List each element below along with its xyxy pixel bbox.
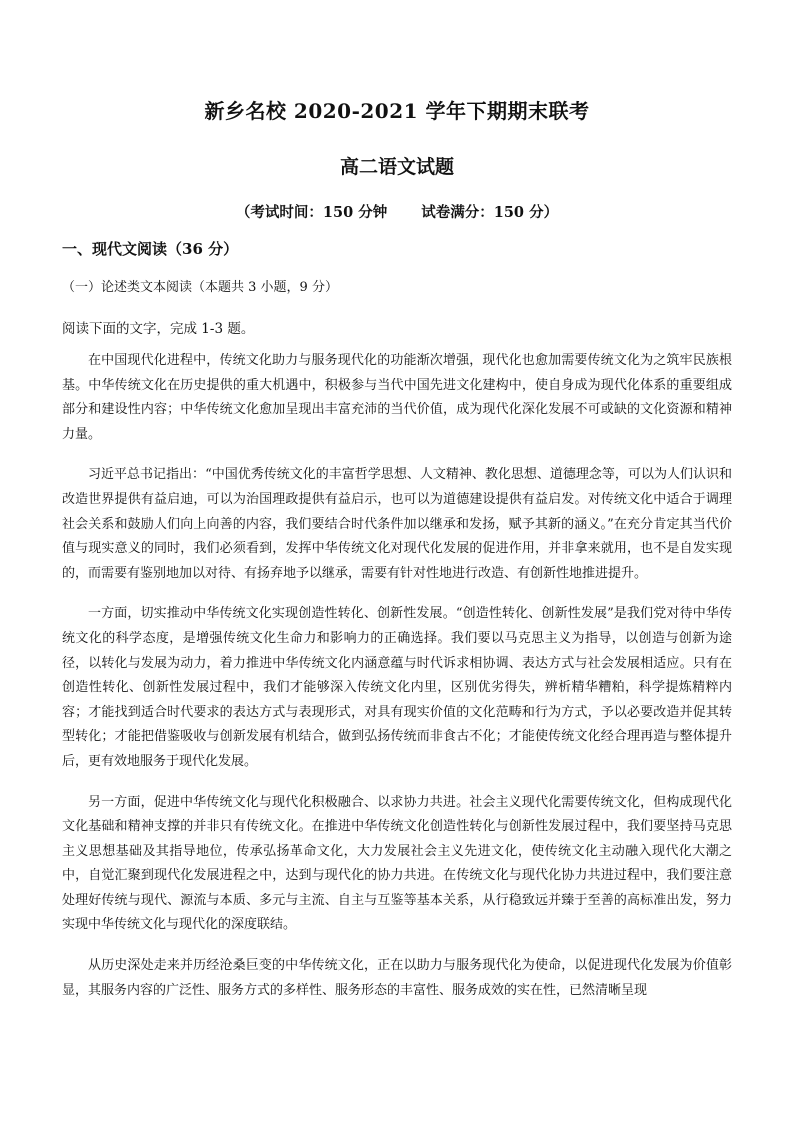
paragraph: 习近平总书记指出：“中国优秀传统文化的丰富哲学思想、人文精神、教化思想、道德理念等，可以为人们认识和改造世界提供有益启迪，可以为治国理政提供有益启示，也可以为道德建设提供有益启发。对传统文化中适合于调理社会关系和鼓励人们向上向善的内容，我们要结合时代条件加以继承和发扬，赋予其新的涵义。”在充分肯定其当代价值与现实意义的同时，我们必须看到，发挥中华传统文化对现代化发展的促进作用，并非拿来就用，也不是自发实现的，而需要有鉴别地加以对待、有扬弃地予以继承，需要有针对性地进行改造、有创新性地推进提升。 bbox=[62, 467, 732, 581]
paragraph: 在中国现代化进程中，传统文化助力与服务现代化的功能渐次增强，现代化也愈加需要传统文化为之筑牢民族根基。中华传统文化在历史提供的重大机遇中，积极参与当代中国先进文化建构中，使自身成为现代化体系的重要组成部分和建设性内容；中华传统文化愈加呈现出丰富充沛的当代价值，成为现代化深化发展不可或缺的文化资源和精神力量。 bbox=[62, 353, 732, 442]
exam-subtitle: 高二语文试题 bbox=[339, 156, 454, 178]
paragraph: 另一方面，促进中华传统文化与现代化积极融合、以求协力共进。社会主义现代化需要传统文化，但构成现代化文化基础和精神支撑的并非只有传统文化。在推进中华传统文化创造性转化与创新性发展过程中，我们要坚持马克思主义思想基础及其指导地位，传承弘扬革命文化，大力发展社会主义先进文化，使传统文化主动融入现代化大潮之中，自觉汇聚到现代化发展进程之中，达到与现代化的协力共进。在传统文化与现代化协力共进过程中，我们要注意处理好传统与现代、源流与本质、多元与主流、自主与互鉴等基本关系，从行稳致远并臻于至善的高标准出发，努力实现中华传统文化与现代化的深度联结。 bbox=[62, 794, 732, 933]
reading-instruction: 阅读下面的文字，完成 1-3 题。 bbox=[62, 321, 255, 337]
article-body bbox=[62, 349, 732, 1019]
exam-title: 新乡名校 2020-2021 学年下期期末联考 bbox=[204, 99, 590, 123]
subsection-heading: （一）论述类文本阅读（本题共 3 小题，9 分） bbox=[62, 280, 338, 295]
section-heading: 一、现代文阅读（36 分） bbox=[62, 240, 239, 258]
exam-info bbox=[0, 201, 794, 222]
paragraph: 从历史深处走来并历经沧桑巨变的中华传统文化，正在以助力与服务现代化为使命，以促进现代化发展为价值彰显，其服务内容的广泛性、服务方式的多样性、服务形态的丰富性、服务成效的实在性，已然清晰呈现 bbox=[62, 958, 732, 998]
full-score: 试卷满分：150 分） bbox=[421, 204, 559, 221]
paragraph: 一方面，切实推动中华传统文化实现创造性转化、创新性发展。“创造性转化、创新性发展”是我们党对待中华传统文化的科学态度，是增强传统文化生命力和影响力的正确选择。我们要以马克思主义为指导，以创造与创新为途径，以转化与发展为动力，着力推进中华传统文化内涵意蕴与时代诉求相协调、表达方式与社会发展相适应。只有在创造性转化、创新性发展过程中，我们才能够深入传统文化内里，区别优劣得失，辨析精华糟粕，科学提炼精粹内容；才能找到适合时代要求的表达方式与表现形式，对具有现实价值的文化范畴和行为方式，予以必要改造并促其转型转化；才能把借鉴吸收与创新发展有机结合，做到弘扬传统而非食古不化；才能使传统文化经合理再造与整体提升后，更有效地服务于现代化发展。 bbox=[62, 606, 732, 769]
exam-time: （考试时间：150 分钟 bbox=[235, 204, 388, 221]
